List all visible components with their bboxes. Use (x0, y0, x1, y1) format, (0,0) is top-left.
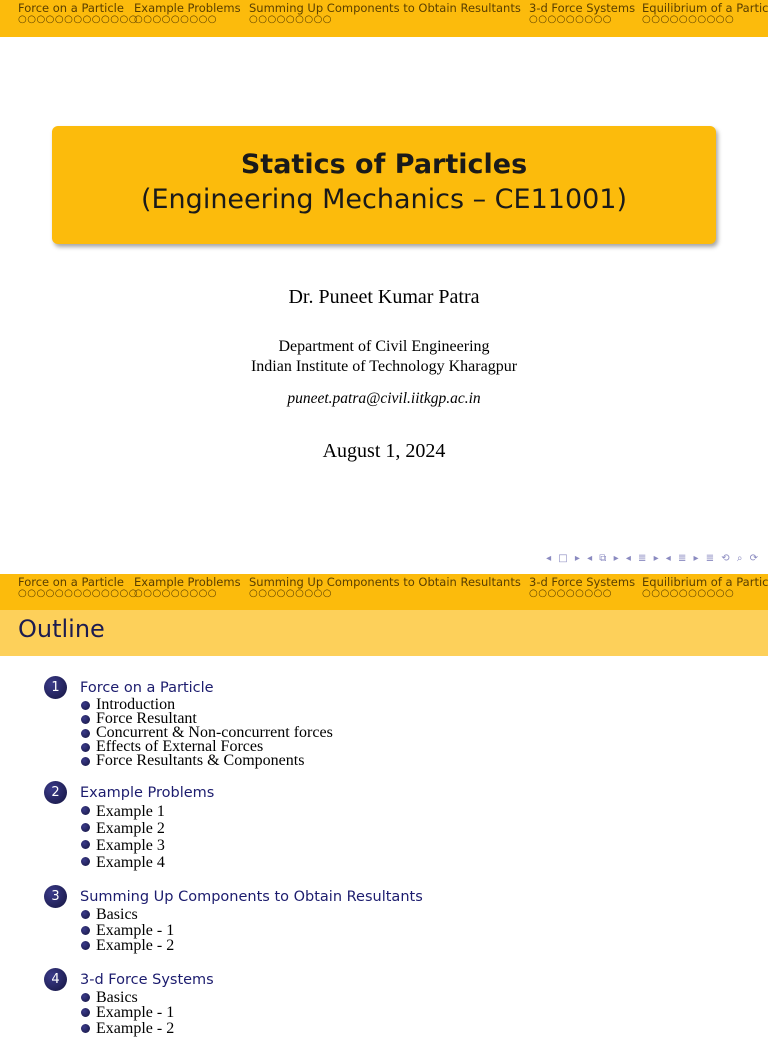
toc-subsection-link[interactable]: Introduction (80, 698, 744, 712)
toc-subsection-link[interactable]: Example - 1 (80, 1005, 744, 1021)
toc-section (44, 885, 744, 954)
nav-section-summing-components[interactable] (249, 574, 521, 599)
toc-subsection-link[interactable]: Example - 2 (80, 938, 744, 954)
nav-slide-dots[interactable]: ○○○○○○○○○ (134, 14, 218, 25)
nav-section-3d-force[interactable] (529, 0, 635, 25)
nav-slide-dots[interactable]: ○○○○○○○○○○○○○ (18, 14, 138, 25)
nav-slide-dots[interactable]: ○○○○○○○○○ (529, 588, 613, 599)
nav-label: Equilibrium of a Partic (642, 575, 768, 589)
nav-label: Equilibrium of a Partic (642, 1, 768, 15)
toc-section-link[interactable]: Summing Up Components to Obtain Resultants (80, 889, 423, 905)
toc-subsection-link[interactable]: Example 4 (80, 854, 744, 871)
toc-subsection-link[interactable]: Basics (80, 990, 744, 1006)
nav-slide-dots[interactable]: ○○○○○○○○○ (249, 14, 333, 25)
nav-label: Summing Up Components to Obtain Resultants (249, 1, 521, 15)
table-of-contents (44, 676, 744, 1036)
section-navbar-top (0, 0, 768, 37)
toc-section (44, 781, 744, 871)
toc-section-link[interactable]: Example Problems (80, 785, 215, 801)
nav-label: Example Problems (134, 1, 241, 15)
section-navbar-outline (0, 574, 768, 611)
toc-subsection-link[interactable]: Force Resultant (80, 712, 744, 726)
nav-section-equilibrium[interactable] (642, 574, 768, 599)
nav-section-3d-force[interactable] (529, 574, 635, 599)
toc-section (44, 968, 744, 1037)
nav-label: Summing Up Components to Obtain Resultants (249, 575, 521, 589)
toc-subsection-link[interactable]: Basics (80, 907, 744, 923)
nav-slide-dots[interactable]: ○○○○○○○○○○ (642, 14, 735, 25)
slide-subtitle: (Engineering Mechanics – CE11001) (140, 184, 628, 215)
nav-label: 3-d Force Systems (529, 575, 636, 589)
section-number-badge: 2 (44, 781, 67, 804)
author-name: Dr. Puneet Kumar Patra (288, 286, 480, 308)
nav-slide-dots[interactable]: ○○○○○○○○○ (529, 14, 613, 25)
title-box (52, 126, 716, 244)
beamer-navigation-symbols[interactable]: ◂ □ ▸ ◂ ⧉ ▸ ◂ ≣ ▸ ◂ ≣ ▸ ≣ ⟲ ⌕ ⟳ (546, 553, 760, 564)
toc-section (44, 676, 744, 768)
nav-label: 3-d Force Systems (529, 1, 636, 15)
affiliation (0, 337, 768, 377)
section-number-badge: 4 (44, 968, 67, 991)
nav-slide-dots[interactable]: ○○○○○○○○○ (249, 588, 333, 599)
nav-section-force-on-particle[interactable] (18, 0, 138, 25)
nav-slide-dots[interactable]: ○○○○○○○○○○ (642, 588, 735, 599)
toc-subsection-link[interactable]: Example 3 (80, 837, 744, 854)
toc-section-link[interactable]: Force on a Particle (80, 680, 214, 696)
outline-title: Outline (18, 615, 105, 643)
author-email: puneet.patra@civil.iitkgp.ac.in (287, 390, 481, 407)
toc-subsection-link[interactable]: Example - 1 (80, 923, 744, 939)
outline-frame-title (0, 610, 768, 656)
department: Department of Civil Engineering (278, 338, 490, 355)
nav-slide-dots[interactable]: ○○○○○○○○○○○○○ (18, 588, 138, 599)
toc-subsection-link[interactable]: Example - 2 (80, 1021, 744, 1037)
toc-subsection-link[interactable]: Example 2 (80, 820, 744, 837)
toc-subsection-link[interactable]: Concurrent & Non-concurrent forces (80, 726, 744, 740)
nav-section-example-problems[interactable] (134, 0, 241, 25)
nav-section-force-on-particle[interactable] (18, 574, 138, 599)
nav-section-equilibrium[interactable] (642, 0, 768, 25)
slide-title: Statics of Particles (240, 149, 528, 180)
nav-section-example-problems[interactable] (134, 574, 241, 599)
nav-section-summing-components[interactable] (249, 0, 521, 25)
toc-subsection-link[interactable]: Force Resultants & Components (80, 754, 744, 768)
institute: Indian Institute of Technology Kharagpur (250, 358, 518, 375)
section-number-badge: 1 (44, 676, 67, 699)
nav-label: Example Problems (134, 575, 241, 589)
toc-subsection-link[interactable]: Effects of External Forces (80, 740, 744, 754)
toc-section-link[interactable]: 3-d Force Systems (80, 971, 214, 988)
section-number-badge: 3 (44, 885, 67, 908)
presentation-date: August 1, 2024 (322, 440, 446, 462)
nav-label: Force on a Particle (18, 575, 124, 589)
nav-label: Force on a Particle (18, 1, 124, 15)
nav-slide-dots[interactable]: ○○○○○○○○○ (134, 588, 218, 599)
toc-subsection-link[interactable]: Example 1 (80, 803, 744, 820)
